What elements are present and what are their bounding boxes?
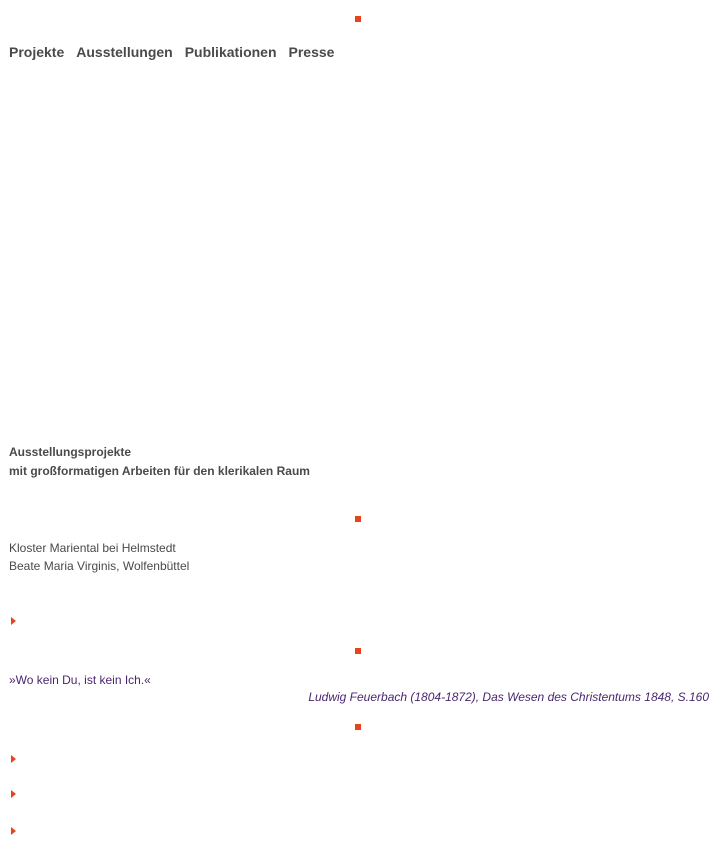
project-link-wolfenbuettel[interactable] [9,559,189,573]
right-triangle-arrow-icon[interactable] [11,790,16,798]
square-bullet-icon [355,648,361,654]
section-heading-line1: Ausstellungsprojekte [9,445,132,459]
nav-item-ausstellungen[interactable]: Ausstellungen [76,44,173,60]
nav-item-publikationen[interactable]: Publikationen [184,44,277,60]
project-link-mariental[interactable] [9,541,176,555]
nav-item-projekte[interactable]: Projekte [9,44,65,60]
square-bullet-icon [355,516,361,522]
square-bullet-icon [355,16,361,22]
right-triangle-arrow-icon[interactable] [11,755,16,763]
quote-text: »Wo kein Du, ist kein Ich.« [9,673,151,687]
right-triangle-arrow-icon[interactable] [11,617,16,625]
project-link-label[interactable]: Beate Maria Virginis, Wolfenbüttel [9,559,190,573]
project-link-label[interactable]: Kloster Mariental bei Helmstedt [9,541,176,555]
main-navigation [9,44,334,60]
square-bullet-icon [355,724,361,730]
section-heading-line2: mit großformatigen Arbeiten für den klerikalen Raum [9,464,310,478]
right-triangle-arrow-icon[interactable] [11,827,16,835]
quote-source: Ludwig Feuerbach (1804-1872), Das Wesen des Christentums 1848, S.160 [308,690,709,704]
nav-item-presse[interactable]: Presse [288,44,335,60]
